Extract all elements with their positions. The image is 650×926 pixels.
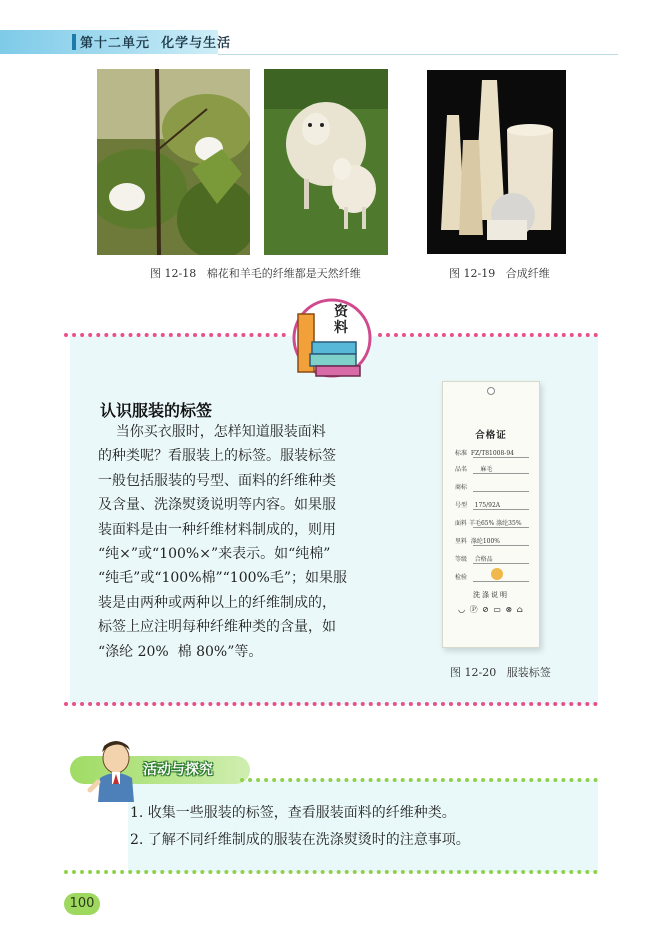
unit-title: 化学与生活 <box>161 36 232 51</box>
tag-row: 面料 羊毛65% 涤纶35% <box>455 520 522 527</box>
tag-rule <box>473 545 529 546</box>
paragraph-line: 的种类呢？看服装上的标签。服装标签 <box>98 448 336 465</box>
tag-rule <box>473 563 529 564</box>
tag-rule <box>473 491 529 492</box>
paragraph-line: “纯毛”或“100%棉”“100%毛”；如果服 <box>98 570 347 587</box>
figure-caption-12-19: 图 12-19 合成纤维 <box>449 267 550 280</box>
paragraph-line: 装面料是由一种纤维材料制成的，则用 <box>98 521 336 538</box>
paragraph-line: 当你买衣服时，怎样知道服装面料 <box>98 424 326 440</box>
cotton-photo <box>97 69 250 255</box>
sheep-photo <box>264 69 388 255</box>
info-badge <box>286 296 378 388</box>
synthetic-fiber-photo <box>427 70 566 254</box>
clothing-tag <box>442 381 540 648</box>
tag-row: 检验 <box>455 574 468 581</box>
info-badge-label: 资料 <box>334 304 348 336</box>
paragraph-line: “涤纶 20% 棉 80%”等。 <box>98 643 263 660</box>
tag-row: 标准 FZ/T81008-94 <box>455 450 514 457</box>
paragraph-line: 及含量、洗涤熨烫说明等内容。如果服 <box>98 497 336 514</box>
tag-rule <box>473 527 529 528</box>
activity-top-rule <box>240 778 598 782</box>
page-number: 100 <box>69 896 95 911</box>
tag-hole <box>487 387 495 395</box>
paragraph-line: “纯×”或“100%×”来表示。如“纯棉” <box>98 546 331 563</box>
tag-rule <box>473 509 529 510</box>
info-bottom-border <box>64 702 598 706</box>
figure-caption-12-18: 图 12-18 棉花和羊毛的纤维都是天然纤维 <box>150 267 361 280</box>
care-title: 洗涤说明 <box>473 591 509 599</box>
info-top-border-left <box>64 333 286 337</box>
header-marker <box>72 34 76 50</box>
books-icon <box>286 296 378 388</box>
tag-row: 号型 175/92A <box>455 502 501 509</box>
activity-item-1: 1. 收集一些服装的标签，查看服装面料的纤维种类。 <box>130 805 456 821</box>
tag-rule <box>473 473 529 474</box>
inspection-stamp <box>491 568 503 580</box>
section-title: 认识服装的标签 <box>100 401 213 420</box>
care-symbols-icon: ◡ Ⓟ ⊘ ▭ ⊗ ⌂ <box>458 605 524 614</box>
paragraph-line: 标签上应注明每种纤维种类的含量，如 <box>98 619 336 636</box>
figure-caption-12-20: 图 12-20 服装标签 <box>450 666 551 679</box>
paragraph-line: 装是由两种或两种以上的纤维制成的， <box>98 594 336 611</box>
student-figure-icon <box>86 738 140 802</box>
tag-rule <box>473 457 529 458</box>
paragraph-line: 一般包括服装的号型、面料的纤维种类 <box>98 472 336 489</box>
info-top-border-right <box>378 333 598 337</box>
activity-item-2: 2. 了解不同纤维制成的服装在洗涤熨烫时的注意事项。 <box>130 832 470 848</box>
header-rule <box>218 54 618 55</box>
unit-label: 第十二单元 <box>80 36 151 51</box>
tag-row: 商标 <box>455 484 468 491</box>
tag-row: 品名 麻毛 <box>455 466 493 473</box>
tag-title: 合格证 <box>475 430 507 441</box>
running-header <box>80 32 231 51</box>
tag-row: 等级 合格品 <box>455 556 493 563</box>
activity-title: 活动与探究 <box>143 762 213 778</box>
tag-rule <box>473 581 529 582</box>
tag-row: 里料 涤纶100% <box>455 538 500 545</box>
info-paragraph <box>98 420 388 664</box>
activity-bottom-rule <box>64 870 598 874</box>
activity-box <box>128 780 598 872</box>
